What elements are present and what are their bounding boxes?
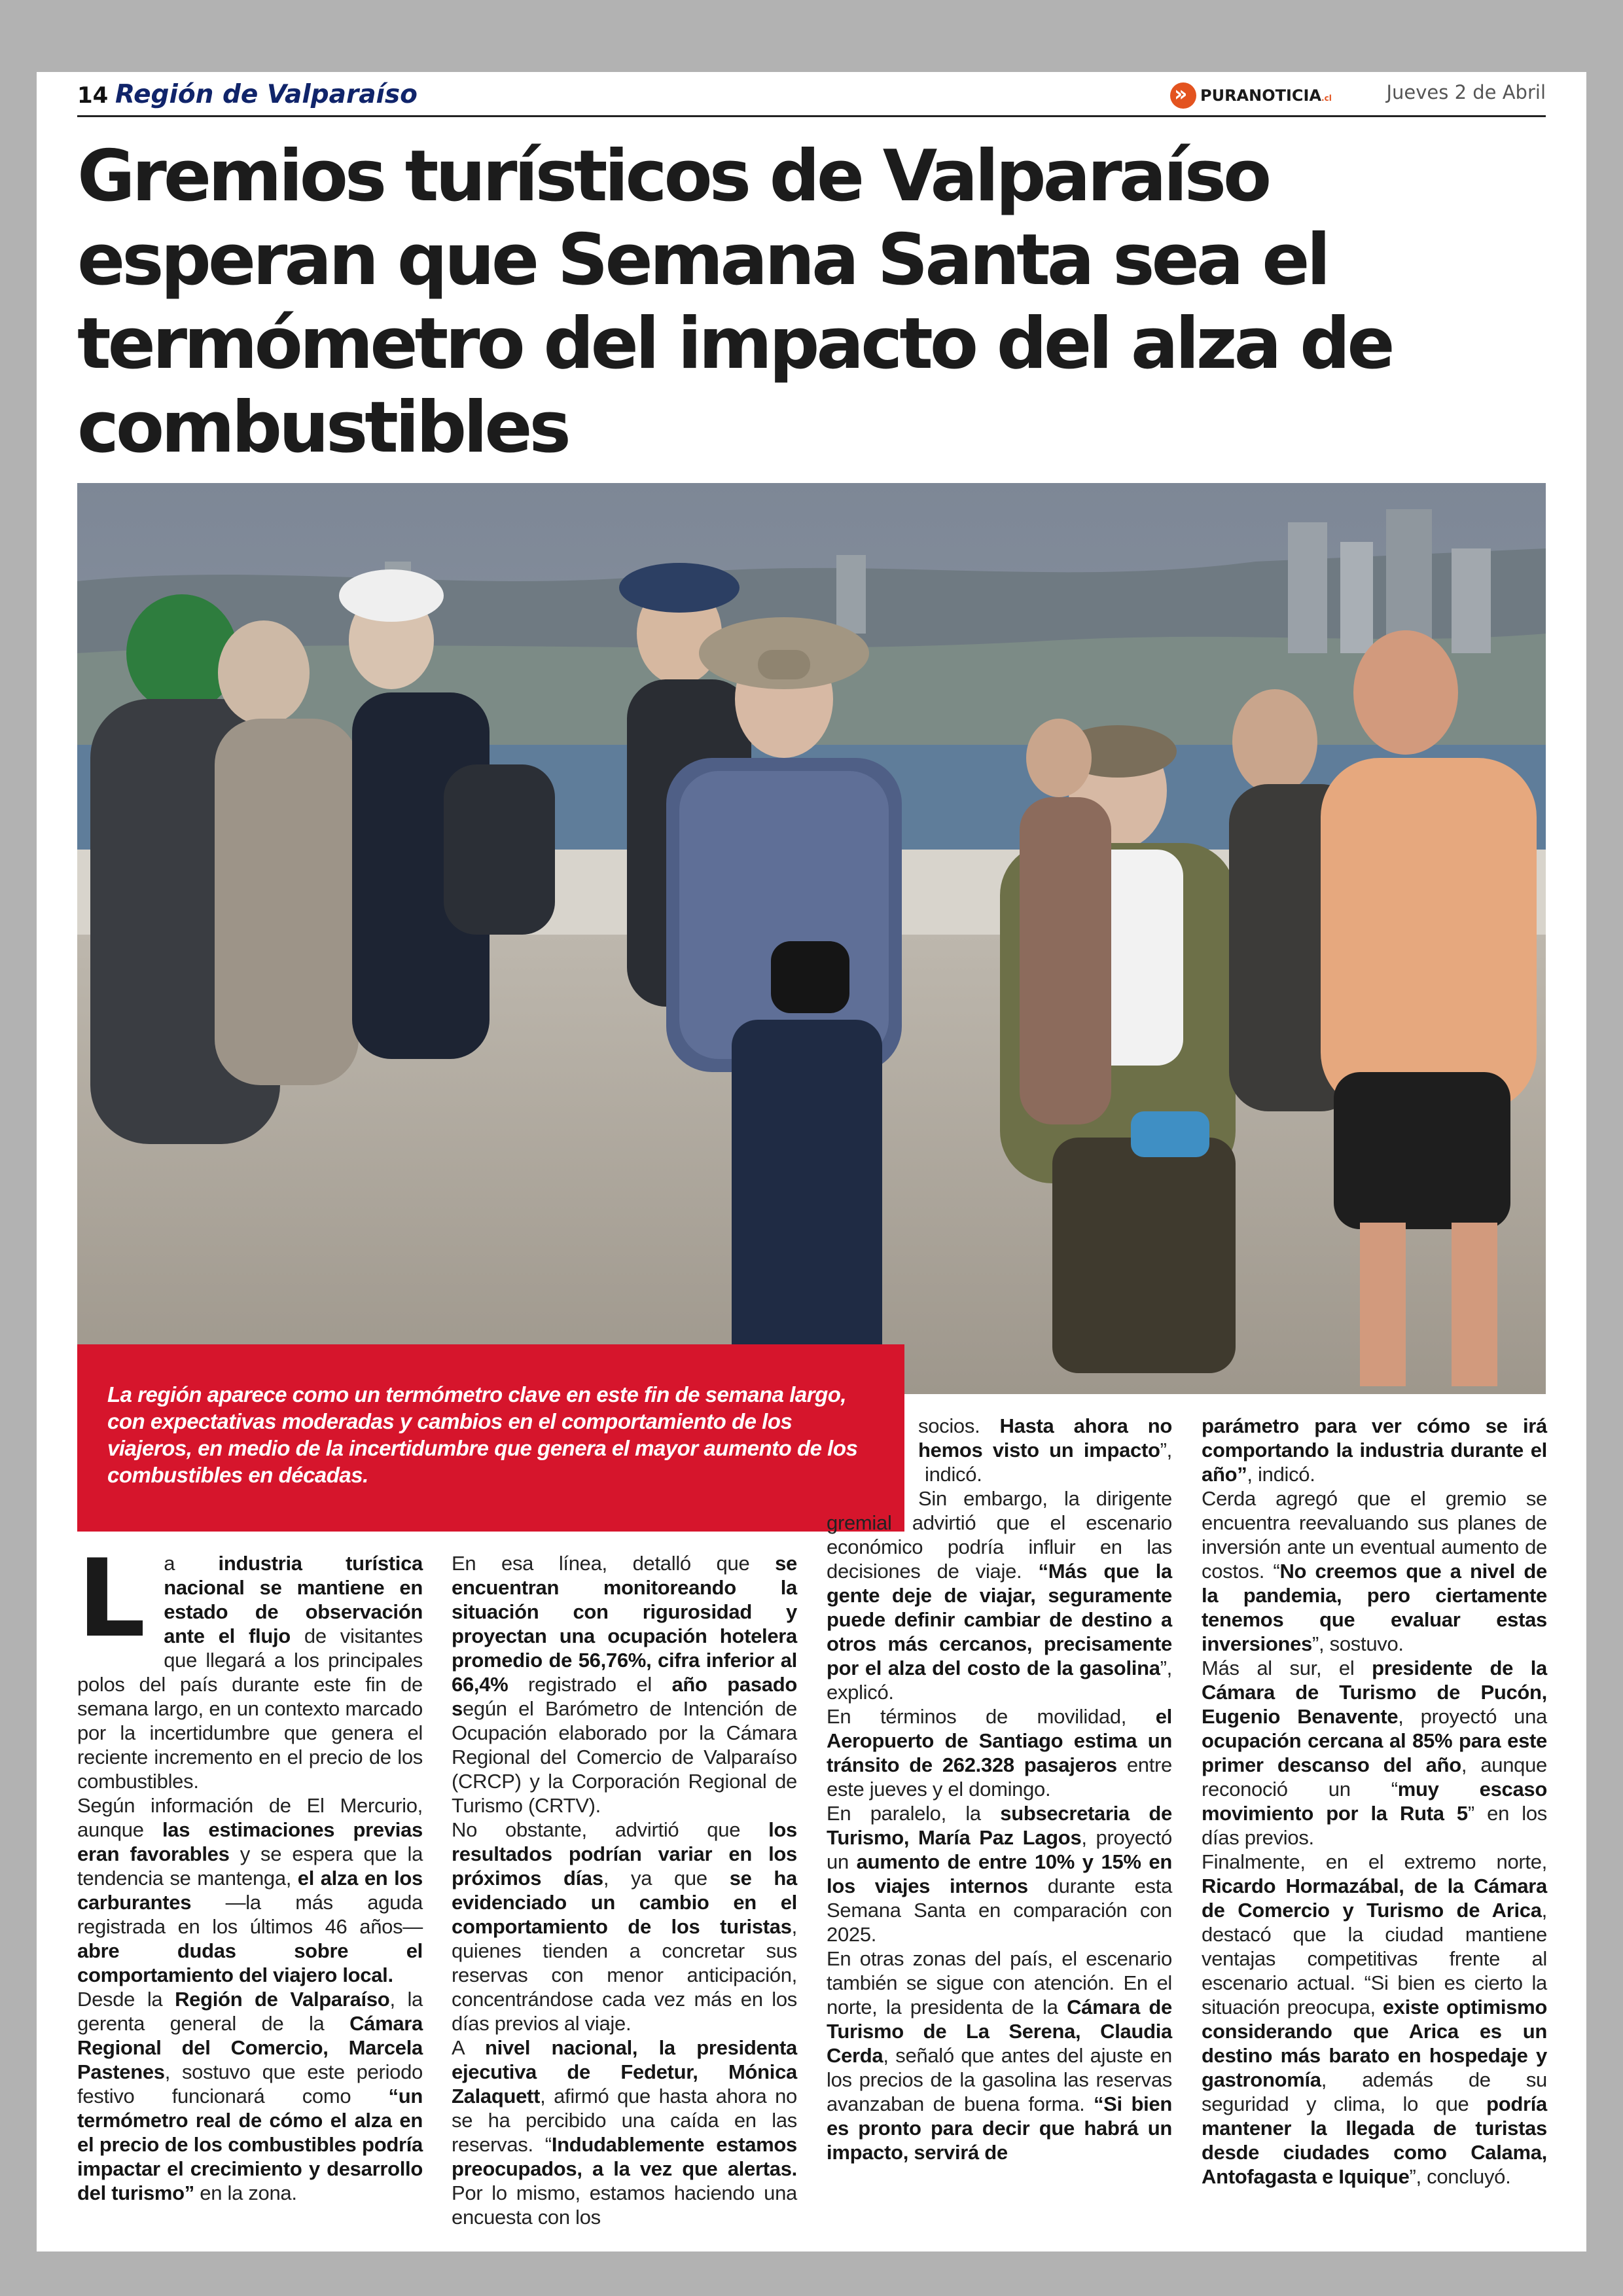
paragraph-4: En esa línea, detalló que se encuentran monitoreando la situación con rigurosidad y proyectan una ocupación hotelera promedio de 56,76%, cifra inferior al 66,4% registrado el año pasado según el Barómetro de Intención de Ocupación elaborado por la Cámara Regional del Comercio de Valparaíso (CRCP) y la Corporación Regional de Turismo (CRTV).: [452, 1552, 797, 1817]
paragraph-8: Sin embargo, la dirigente gremial advirtió que el escenario económico podría influir en las decisiones de viaje. “Más que la gente deje de viajar, seguramente puede definir cambiar de destino a otros más cercanos, precisamente por el alza del costo de la gasolina”, explicó.: [827, 1487, 1172, 1704]
paragraph-6: A nivel nacional, la presidenta ejecutiva de Fedetur, Mónica Zalaquett, afirmó que hasta ahora no se ha percibido una caída en las reservas. “Indudablemente estamos preocupados, a la vez que alertas. Por lo mismo, estamos haciendo una encuesta con los: [452, 2036, 797, 2229]
page-number: 14: [77, 82, 109, 109]
paragraph-14: Más al sur, el presidente de la Cámara de Turismo de Pucón, Eugenio Benavente, proyectó una ocupación cercana al 85% para este primer descanso del año, aunque reconoció un “muy escaso movimiento por la Ruta 5” en los días previos.: [1202, 1657, 1547, 1849]
paragraph-5: No obstante, advirtió que los resultados podrían variar en los próximos días, ya que se ha evidenciado un cambio en el comportamiento de los turistas, quienes tienden a concretar sus reservas con menor anticipación, concentrándose cada vez más en los días previos al viaje.: [452, 1818, 798, 2035]
article-column-3: [827, 1414, 1172, 2164]
section-title: Región de Valparaíso: [115, 80, 418, 109]
issue-date: Jueves 2 de Abril: [1386, 81, 1546, 103]
paragraph-12: parámetro para ver cómo se irá comportando la industria durante el año”, indicó.: [1202, 1414, 1547, 1486]
logo-text: PURANOTICIA.cl: [1200, 86, 1332, 105]
paragraph-7: socios. Hasta ahora no hemos visto un impacto”, indicó.: [918, 1414, 1172, 1486]
logo-arrows-icon: [1170, 82, 1196, 109]
paragraph-10: En paralelo, la subsecretaria de Turismo, María Paz Lagos, proyectó un aumento de entre 10% y 15% en los viajes internos durante esta Semana Santa en comparación con 2025.: [827, 1802, 1173, 1946]
photo-caption: La región aparece como un termómetro clave en este fin de semana largo, con expectativas moderadas y cambios en el comportamiento de los viajeros, en medio de la incertidumbre que genera el mayor aumento de los combustibles en décadas.: [107, 1382, 858, 1487]
drop-cap: L: [77, 1536, 146, 1661]
paragraph-11: En otras zonas del país, el escenario también se sigue con atención. En el norte, la presidenta de la Cámara de Turismo de La Serena, Claudia Cerda, señaló que antes del ajuste en los precios de la gasolina las reservas avanzaban de buena forma. “Si bien es pronto para decir que habrá un impacto, servirá de: [827, 1947, 1172, 2164]
paragraph-15: Finalmente, en el extremo norte, Ricardo Hormazábal, de la Cámara de Comercio y Turismo de Arica, destacó que la ciudad mantiene ventajas competitivas frente al escenario actual. “Si bien es cierto la situación preocupa, existe optimismo considerando que Arica es un destino más barato en hospedaje y gastronomía, además de su seguridad y clima, lo que podría mantener la llegada de turistas desde ciudades como Calama, Antofagasta e Iquique”, concluyó.: [1202, 1850, 1547, 2188]
paragraph-13: Cerda agregó que el gremio se encuentra reevaluando sus planes de inversión ante un eventual aumento de costos. “No creemos que a nivel de la pandemia, pero ciertamente tenemos que evaluar estas inversiones”, sostuvo.: [1202, 1487, 1547, 1655]
article-column-4: [1202, 1414, 1547, 2189]
headline: Gremios turísticos de Valparaíso esperan que Semana Santa sea el termómetro del impacto del alza de combustibles: [77, 135, 1392, 469]
article-photo: [77, 483, 1546, 1394]
photo-caption-box: [77, 1344, 904, 1532]
article-column-2: [452, 1551, 797, 2229]
article-column-1: [77, 1536, 423, 2205]
paragraph-2: Según información de El Mercurio, aunque las estimaciones previas eran favorables y se espera que la tendencia se mantenga, el alza en los carburantes —la más aguda registrada en los últimos 46 años— abre dudas sobre el comportamiento del viajero local.: [77, 1794, 423, 1986]
paragraph-3: Desde la Región de Valparaíso, la gerenta general de la Cámara Regional del Comercio, Marcela Pastenes, sostuvo que este periodo festivo funcionará como “un termómetro real de cómo el alza en el precio de los combustibles podría impactar el crecimiento y desarrollo del turismo” en la zona.: [77, 1988, 423, 2204]
paragraph-9: En términos de movilidad, el Aeropuerto de Santiago estima un tránsito de 262.328 pasajeros entre este jueves y el domingo.: [827, 1705, 1172, 1801]
page-header: [77, 77, 1546, 117]
paragraph-1: La industria turística nacional se mantiene en estado de observación ante el flujo de visitantes que llegará a los principales polos del país durante este fin de semana largo, en un contexto marcado por la incertidumbre que genera el reciente incremento en el precio de los combustibles.: [77, 1536, 423, 1793]
